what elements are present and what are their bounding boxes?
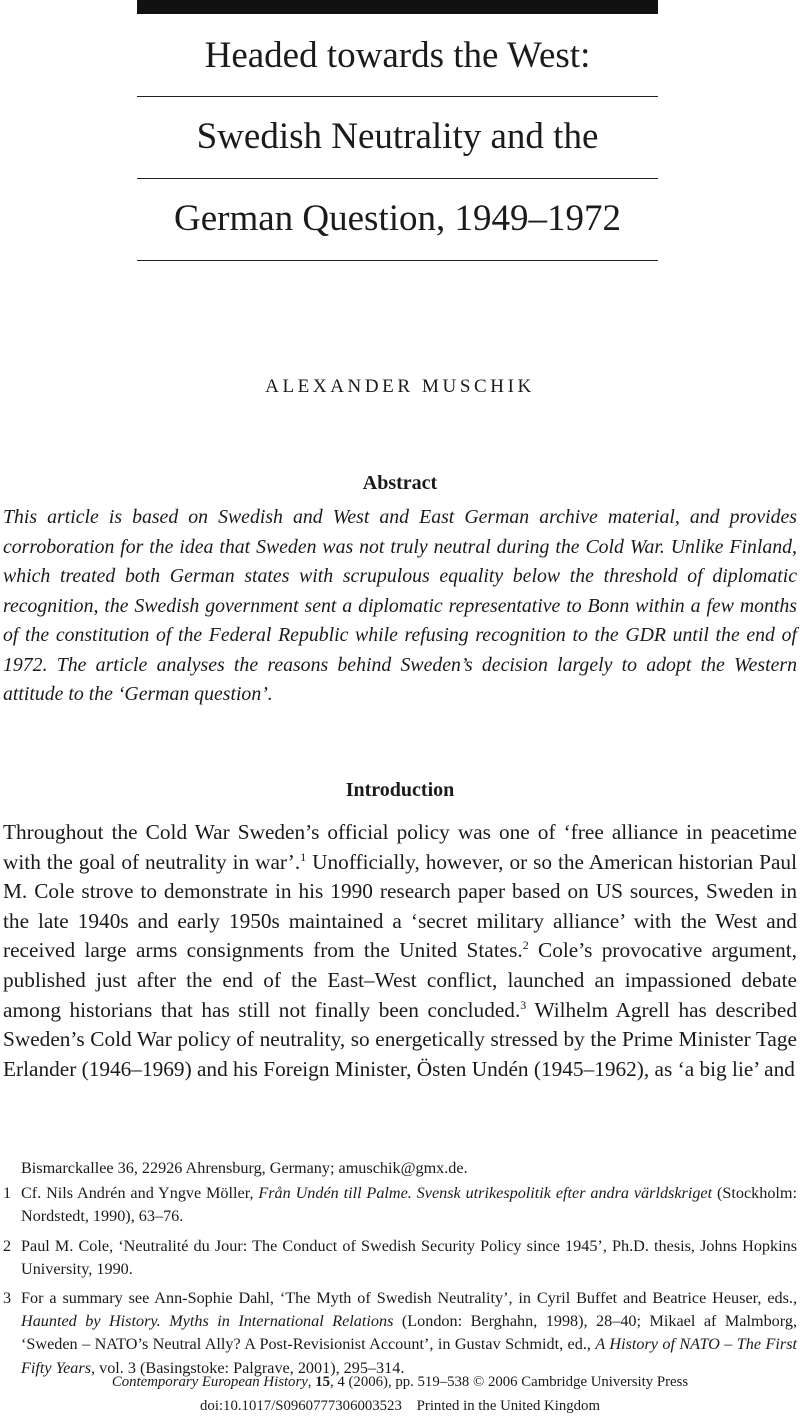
footnote-3 xyxy=(0,1287,797,1380)
doi-text[interactable]: doi:10.1017/S0960777306003523 xyxy=(200,1398,402,1414)
intro-seg-2: Unofficially, however, or so the American historian Paul M. Cole strove to demonstrate in his 1990 research paper based on US sources, Sweden in the late 1940s and early 1950s maintained a ‘secret military alliance’ with the West and received large arms consignments from the United States. xyxy=(3,849,797,963)
footnotes xyxy=(0,1157,800,1386)
top-bar xyxy=(137,0,658,14)
footnote-1-number: 1 xyxy=(3,1184,12,1203)
journal-citation: Contemporary European History, 15, 4 (2006), pp. 519–538 © 2006 Cambridge University Press xyxy=(111,1374,689,1390)
footnote-3-title-b: A History of NATO – The First Fifty Years xyxy=(21,1335,797,1377)
title-line-3: German Question, 1949–1972 xyxy=(173,198,622,239)
intro-seg-4: Wilhelm Agrell has described Sweden’s Cold War policy of neutrality, so energetically stressed by the Prime Minister Tage Erlander (1946–1969) and his Foreign Minister, Östen Undén (1945–1962), as ‘a big lie’ and xyxy=(3,997,797,1081)
title-line-1: Headed towards the West: xyxy=(204,35,591,76)
footnote-3-number: 3 xyxy=(3,1289,12,1308)
footnote-2 xyxy=(0,1235,797,1281)
footnote-1-title: Från Undén till Palme. Svensk utrikespolitik efter andra världskriget xyxy=(258,1184,713,1203)
footnote-1 xyxy=(0,1182,797,1228)
footnote-3-text-b: (London: Berghahn, 1998), 28–40; Mikael af Malmborg, ‘Sweden – NATO’s Neutral Ally? A Post-Revisionist Account’, in Gustav Schmidt, ed., xyxy=(21,1312,797,1354)
introduction-paragraph xyxy=(3,818,797,1084)
doi-line xyxy=(0,1398,800,1415)
title-rule-3 xyxy=(137,260,658,261)
title-line-2: Swedish Neutrality and the xyxy=(196,116,599,157)
footnote-ref-1[interactable]: 1 xyxy=(300,849,307,864)
footnote-3-title-a: Haunted by History. Myths in International Relations xyxy=(21,1312,394,1331)
intro-seg-1: Throughout the Cold War Sweden’s official policy was one of ‘free alliance in peacetime with the goal of neutrality in war’. xyxy=(3,820,797,874)
footnote-ref-3[interactable]: 3 xyxy=(520,997,527,1012)
journal-issue-pages: , 4 (2006), pp. 519–538 © 2006 Cambridge University Press xyxy=(330,1374,689,1390)
abstract-text: This article is based on Swedish and West and East German archive material, and provides corroboration for the idea that Sweden was not truly neutral during the Cold War. Unlike Finland, which treated both German states with scrupulous equality below the threshold of diplomatic recognition, the Swedish government sent a diplomatic representative to Bonn within a few months of the constitution of the Federal Republic while refusing recognition to the GDR until the end of 1972. The article analyses the reasons behind Sweden’s decision largely to adopt the Western attitude to the ‘German question’. xyxy=(3,506,797,705)
footnote-2-text: Paul M. Cole, ‘Neutralité du Jour: The Conduct of Swedish Security Policy since 1945’, Ph.D. thesis, Johns Hopkins University, 1990. xyxy=(21,1236,797,1278)
introduction-heading: Introduction xyxy=(345,779,455,801)
footnote-3-text-c: , vol. 3 (Basingstoke: Palgrave, 2001), 295–314. xyxy=(91,1358,405,1377)
author-affiliation xyxy=(0,1157,797,1180)
journal-name: Contemporary European History xyxy=(111,1374,308,1390)
journal-volume: 15 xyxy=(315,1374,330,1390)
footnote-1-text: Cf. Nils Andrén and Yngve Möller, xyxy=(21,1184,259,1203)
footnote-3-text-a: For a summary see Ann-Sophie Dahl, ‘The Myth of Swedish Neutrality’, in Cyril Buffet and Beatrice Heuser, eds., xyxy=(21,1289,797,1308)
abstract-heading: Abstract xyxy=(362,472,438,494)
printed-in: Printed in the United Kingdom xyxy=(416,1398,600,1414)
title-rule-2 xyxy=(137,178,658,179)
footnote-ref-2[interactable]: 2 xyxy=(522,938,529,953)
footnote-2-number: 2 xyxy=(3,1236,12,1255)
footnote-1-publisher: (Stockholm: Nordstedt, 1990), 63–76. xyxy=(21,1184,797,1226)
author-name: ALEXANDER MUSCHIK xyxy=(265,376,535,397)
title-rule-1 xyxy=(137,96,658,97)
intro-seg-3: Cole’s provocative argument, published just after the end of the East–West conflict, launched an impassioned debate among historians that has still not finally been concluded. xyxy=(3,938,797,1022)
affiliation-text: Bismarckallee 36, 22926 Ahrensburg, Germany; amuschik@gmx.de. xyxy=(21,1159,468,1177)
